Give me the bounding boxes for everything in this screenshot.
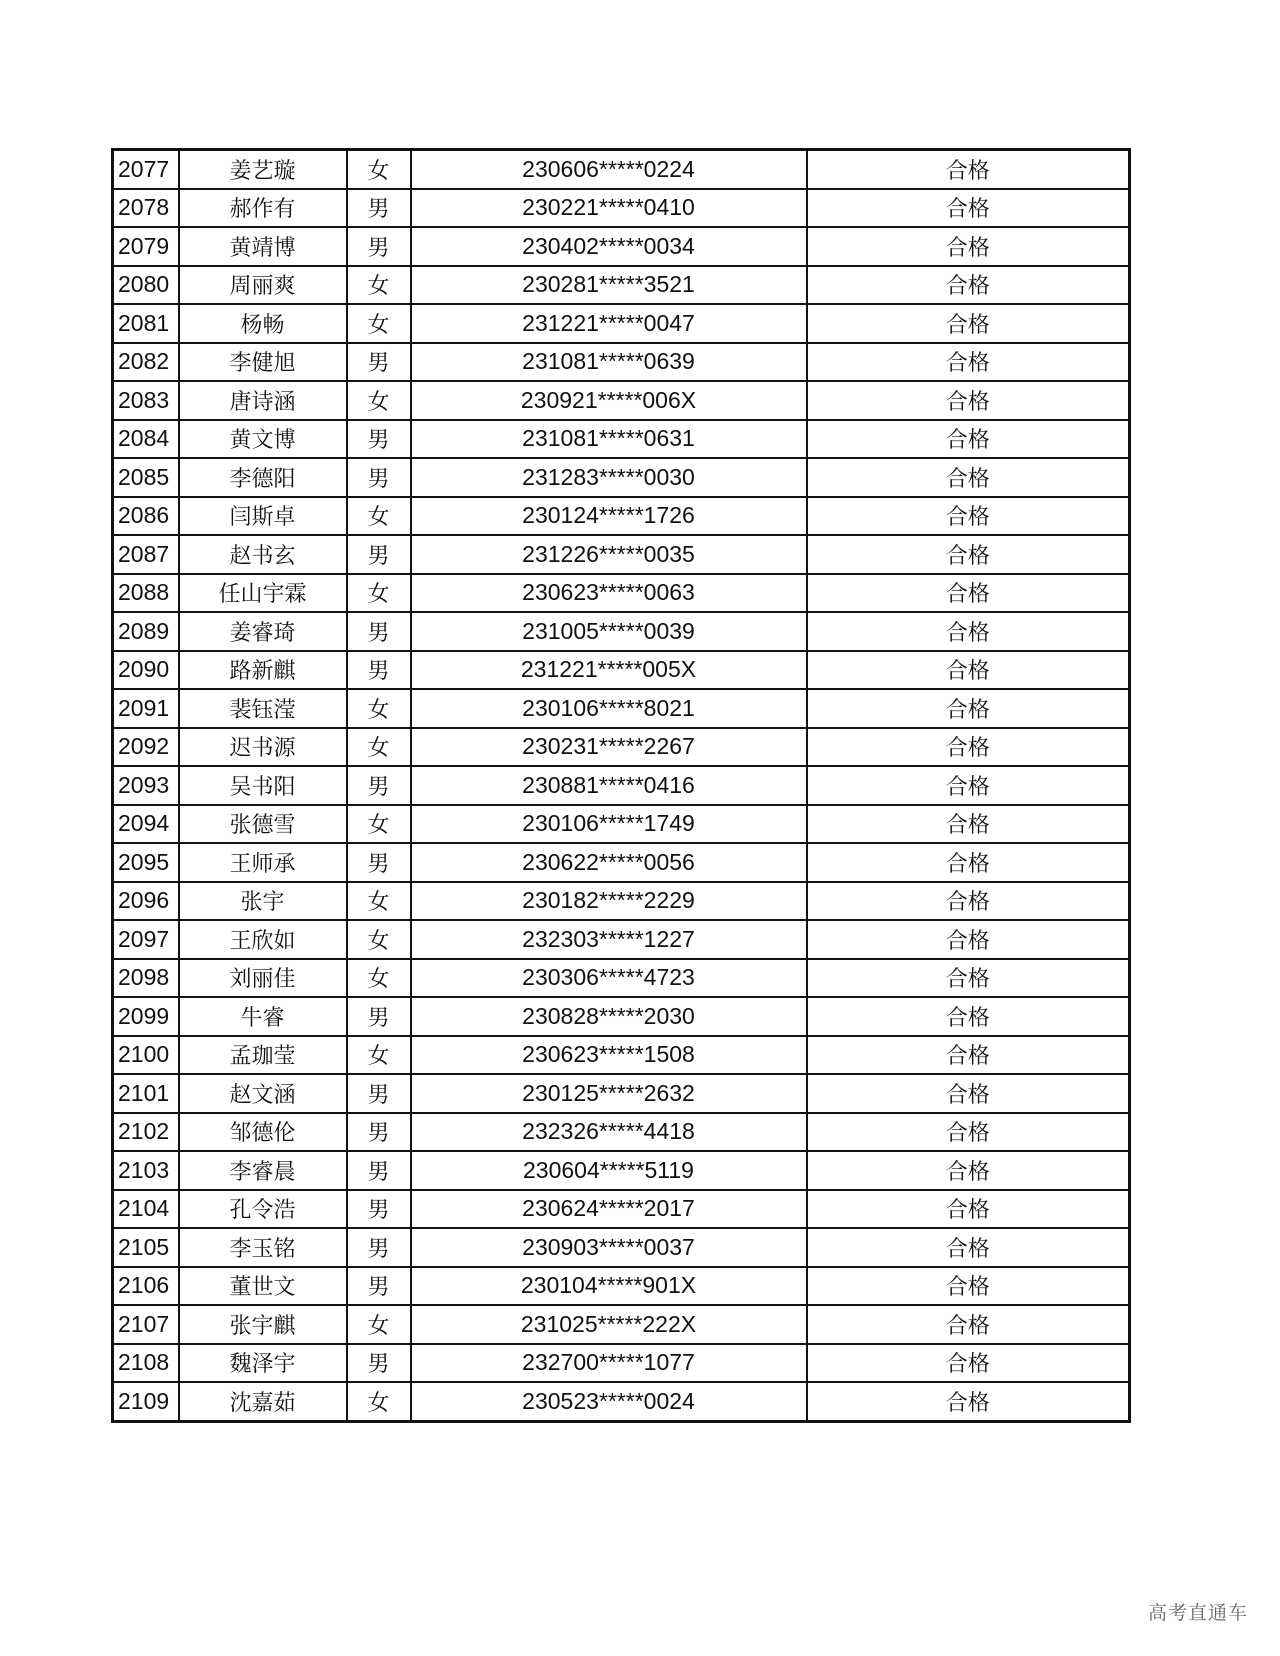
row-number-cell: 2083 (113, 381, 179, 420)
table-row (113, 805, 1130, 844)
name-cell: 迟书源 (179, 728, 347, 767)
result-cell: 合格 (807, 843, 1130, 882)
table-row (113, 1113, 1130, 1152)
id-number-cell: 231081*****0639 (411, 343, 807, 382)
name-cell: 牛睿 (179, 997, 347, 1036)
name-cell: 李德阳 (179, 458, 347, 497)
id-number-cell: 230125*****2632 (411, 1074, 807, 1113)
row-number-cell: 2078 (113, 189, 179, 228)
id-number-cell: 230624*****2017 (411, 1190, 807, 1229)
gender-cell: 女 (347, 381, 411, 420)
name-cell: 王师承 (179, 843, 347, 882)
table-row (113, 728, 1130, 767)
id-number-cell: 230623*****1508 (411, 1036, 807, 1075)
result-cell: 合格 (807, 420, 1130, 459)
id-number-cell: 230828*****2030 (411, 997, 807, 1036)
gender-cell: 男 (347, 1344, 411, 1383)
row-number-cell: 2098 (113, 959, 179, 998)
id-number-cell: 231283*****0030 (411, 458, 807, 497)
table-row (113, 227, 1130, 266)
gender-cell: 男 (347, 843, 411, 882)
name-cell: 郝作有 (179, 189, 347, 228)
row-number-cell: 2094 (113, 805, 179, 844)
name-cell: 赵文涵 (179, 1074, 347, 1113)
result-cell: 合格 (807, 805, 1130, 844)
name-cell: 杨畅 (179, 304, 347, 343)
id-number-cell: 230106*****8021 (411, 689, 807, 728)
table-row (113, 497, 1130, 536)
id-number-cell: 231081*****0631 (411, 420, 807, 459)
id-number-cell: 230104*****901X (411, 1267, 807, 1306)
row-number-cell: 2079 (113, 227, 179, 266)
result-cell: 合格 (807, 574, 1130, 613)
row-number-cell: 2085 (113, 458, 179, 497)
table-row (113, 420, 1130, 459)
gender-cell: 男 (347, 1151, 411, 1190)
name-cell: 李睿晨 (179, 1151, 347, 1190)
table-row (113, 766, 1130, 805)
row-number-cell: 2096 (113, 882, 179, 921)
result-cell: 合格 (807, 497, 1130, 536)
result-cell: 合格 (807, 381, 1130, 420)
table-row (113, 920, 1130, 959)
name-cell: 路新麒 (179, 651, 347, 690)
row-number-cell: 2080 (113, 266, 179, 305)
table-row (113, 689, 1130, 728)
result-cell: 合格 (807, 227, 1130, 266)
gender-cell: 女 (347, 150, 411, 189)
row-number-cell: 2100 (113, 1036, 179, 1075)
name-cell: 孟珈莹 (179, 1036, 347, 1075)
table-row (113, 1305, 1130, 1344)
gender-cell: 女 (347, 497, 411, 536)
result-cell: 合格 (807, 1228, 1130, 1267)
table-row (113, 843, 1130, 882)
id-number-cell: 232303*****1227 (411, 920, 807, 959)
table-row (113, 1382, 1130, 1421)
row-number-cell: 2097 (113, 920, 179, 959)
result-cell: 合格 (807, 458, 1130, 497)
row-number-cell: 2081 (113, 304, 179, 343)
result-cell: 合格 (807, 535, 1130, 574)
result-cell: 合格 (807, 150, 1130, 189)
table-row (113, 1190, 1130, 1229)
id-number-cell: 231221*****0047 (411, 304, 807, 343)
row-number-cell: 2107 (113, 1305, 179, 1344)
row-number-cell: 2077 (113, 150, 179, 189)
result-cell: 合格 (807, 1151, 1130, 1190)
name-cell: 裴钰滢 (179, 689, 347, 728)
id-number-cell: 230622*****0056 (411, 843, 807, 882)
gender-cell: 男 (347, 1074, 411, 1113)
name-cell: 闫斯卓 (179, 497, 347, 536)
name-cell: 魏泽宇 (179, 1344, 347, 1383)
name-cell: 姜睿琦 (179, 612, 347, 651)
id-number-cell: 231226*****0035 (411, 535, 807, 574)
gender-cell: 男 (347, 535, 411, 574)
id-number-cell: 230903*****0037 (411, 1228, 807, 1267)
id-number-cell: 230623*****0063 (411, 574, 807, 613)
id-number-cell: 231005*****0039 (411, 612, 807, 651)
table-row (113, 189, 1130, 228)
row-number-cell: 2101 (113, 1074, 179, 1113)
table-row (113, 1267, 1130, 1306)
id-number-cell: 230523*****0024 (411, 1382, 807, 1421)
result-cell: 合格 (807, 959, 1130, 998)
row-number-cell: 2082 (113, 343, 179, 382)
id-number-cell: 230231*****2267 (411, 728, 807, 767)
row-number-cell: 2095 (113, 843, 179, 882)
row-number-cell: 2106 (113, 1267, 179, 1306)
table-row (113, 1036, 1130, 1075)
table-row (113, 304, 1130, 343)
gender-cell: 男 (347, 766, 411, 805)
table-row (113, 458, 1130, 497)
id-number-cell: 230604*****5119 (411, 1151, 807, 1190)
name-cell: 赵书玄 (179, 535, 347, 574)
gender-cell: 男 (347, 189, 411, 228)
row-number-cell: 2091 (113, 689, 179, 728)
result-cell: 合格 (807, 766, 1130, 805)
result-cell: 合格 (807, 920, 1130, 959)
result-cell: 合格 (807, 997, 1130, 1036)
name-cell: 邹德伦 (179, 1113, 347, 1152)
row-number-cell: 2105 (113, 1228, 179, 1267)
name-cell: 董世文 (179, 1267, 347, 1306)
id-number-cell: 230921*****006X (411, 381, 807, 420)
watermark-text: 高考直通车 (1147, 1602, 1248, 1624)
table-body (113, 150, 1130, 1422)
id-number-cell: 230106*****1749 (411, 805, 807, 844)
table-row (113, 959, 1130, 998)
name-cell: 吴书阳 (179, 766, 347, 805)
row-number-cell: 2084 (113, 420, 179, 459)
row-number-cell: 2087 (113, 535, 179, 574)
table-row (113, 1344, 1130, 1383)
result-cell: 合格 (807, 689, 1130, 728)
table-row (113, 574, 1130, 613)
result-cell: 合格 (807, 189, 1130, 228)
id-number-cell: 230402*****0034 (411, 227, 807, 266)
gender-cell: 女 (347, 1036, 411, 1075)
gender-cell: 女 (347, 1305, 411, 1344)
row-number-cell: 2099 (113, 997, 179, 1036)
gender-cell: 男 (347, 651, 411, 690)
id-number-cell: 231025*****222X (411, 1305, 807, 1344)
result-cell: 合格 (807, 882, 1130, 921)
result-cell: 合格 (807, 1074, 1130, 1113)
gender-cell: 女 (347, 1382, 411, 1421)
row-number-cell: 2104 (113, 1190, 179, 1229)
gender-cell: 男 (347, 227, 411, 266)
id-number-cell: 230124*****1726 (411, 497, 807, 536)
id-number-cell: 230881*****0416 (411, 766, 807, 805)
gender-cell: 女 (347, 574, 411, 613)
table-row (113, 1074, 1130, 1113)
table-row (113, 535, 1130, 574)
result-cell: 合格 (807, 728, 1130, 767)
name-cell: 任山宇霖 (179, 574, 347, 613)
row-number-cell: 2088 (113, 574, 179, 613)
gender-cell: 女 (347, 882, 411, 921)
gender-cell: 男 (347, 458, 411, 497)
result-cell: 合格 (807, 612, 1130, 651)
result-cell: 合格 (807, 1267, 1130, 1306)
gender-cell: 男 (347, 1113, 411, 1152)
name-cell: 周丽爽 (179, 266, 347, 305)
table-row (113, 150, 1130, 189)
row-number-cell: 2093 (113, 766, 179, 805)
name-cell: 张宇 (179, 882, 347, 921)
result-cell: 合格 (807, 1190, 1130, 1229)
id-number-cell: 230182*****2229 (411, 882, 807, 921)
result-cell: 合格 (807, 1305, 1130, 1344)
name-cell: 唐诗涵 (179, 381, 347, 420)
results-table (111, 148, 1131, 1423)
row-number-cell: 2103 (113, 1151, 179, 1190)
row-number-cell: 2089 (113, 612, 179, 651)
gender-cell: 女 (347, 805, 411, 844)
gender-cell: 女 (347, 689, 411, 728)
table-row (113, 381, 1130, 420)
id-number-cell: 230606*****0224 (411, 150, 807, 189)
table-row (113, 612, 1130, 651)
name-cell: 刘丽佳 (179, 959, 347, 998)
id-number-cell: 232700*****1077 (411, 1344, 807, 1383)
result-cell: 合格 (807, 343, 1130, 382)
result-cell: 合格 (807, 266, 1130, 305)
id-number-cell: 230306*****4723 (411, 959, 807, 998)
name-cell: 黄靖博 (179, 227, 347, 266)
table-row (113, 1228, 1130, 1267)
table-row (113, 882, 1130, 921)
name-cell: 李健旭 (179, 343, 347, 382)
name-cell: 李玉铭 (179, 1228, 347, 1267)
gender-cell: 男 (347, 1190, 411, 1229)
gender-cell: 女 (347, 266, 411, 305)
row-number-cell: 2090 (113, 651, 179, 690)
gender-cell: 女 (347, 920, 411, 959)
name-cell: 张德雪 (179, 805, 347, 844)
row-number-cell: 2102 (113, 1113, 179, 1152)
name-cell: 王欣如 (179, 920, 347, 959)
table-row (113, 343, 1130, 382)
row-number-cell: 2108 (113, 1344, 179, 1383)
result-cell: 合格 (807, 1382, 1130, 1421)
gender-cell: 男 (347, 420, 411, 459)
row-number-cell: 2092 (113, 728, 179, 767)
id-number-cell: 230281*****3521 (411, 266, 807, 305)
gender-cell: 男 (347, 997, 411, 1036)
gender-cell: 女 (347, 304, 411, 343)
row-number-cell: 2086 (113, 497, 179, 536)
table-row (113, 266, 1130, 305)
name-cell: 黄文博 (179, 420, 347, 459)
result-cell: 合格 (807, 1344, 1130, 1383)
row-number-cell: 2109 (113, 1382, 179, 1421)
gender-cell: 女 (347, 728, 411, 767)
id-number-cell: 230221*****0410 (411, 189, 807, 228)
gender-cell: 男 (347, 1267, 411, 1306)
name-cell: 姜艺璇 (179, 150, 347, 189)
result-cell: 合格 (807, 304, 1130, 343)
table-row (113, 1151, 1130, 1190)
id-number-cell: 232326*****4418 (411, 1113, 807, 1152)
gender-cell: 男 (347, 612, 411, 651)
name-cell: 孔令浩 (179, 1190, 347, 1229)
result-cell: 合格 (807, 1113, 1130, 1152)
gender-cell: 男 (347, 343, 411, 382)
table-row (113, 997, 1130, 1036)
result-cell: 合格 (807, 651, 1130, 690)
id-number-cell: 231221*****005X (411, 651, 807, 690)
name-cell: 沈嘉茹 (179, 1382, 347, 1421)
gender-cell: 女 (347, 959, 411, 998)
result-cell: 合格 (807, 1036, 1130, 1075)
name-cell: 张宇麒 (179, 1305, 347, 1344)
gender-cell: 男 (347, 1228, 411, 1267)
table-row (113, 651, 1130, 690)
